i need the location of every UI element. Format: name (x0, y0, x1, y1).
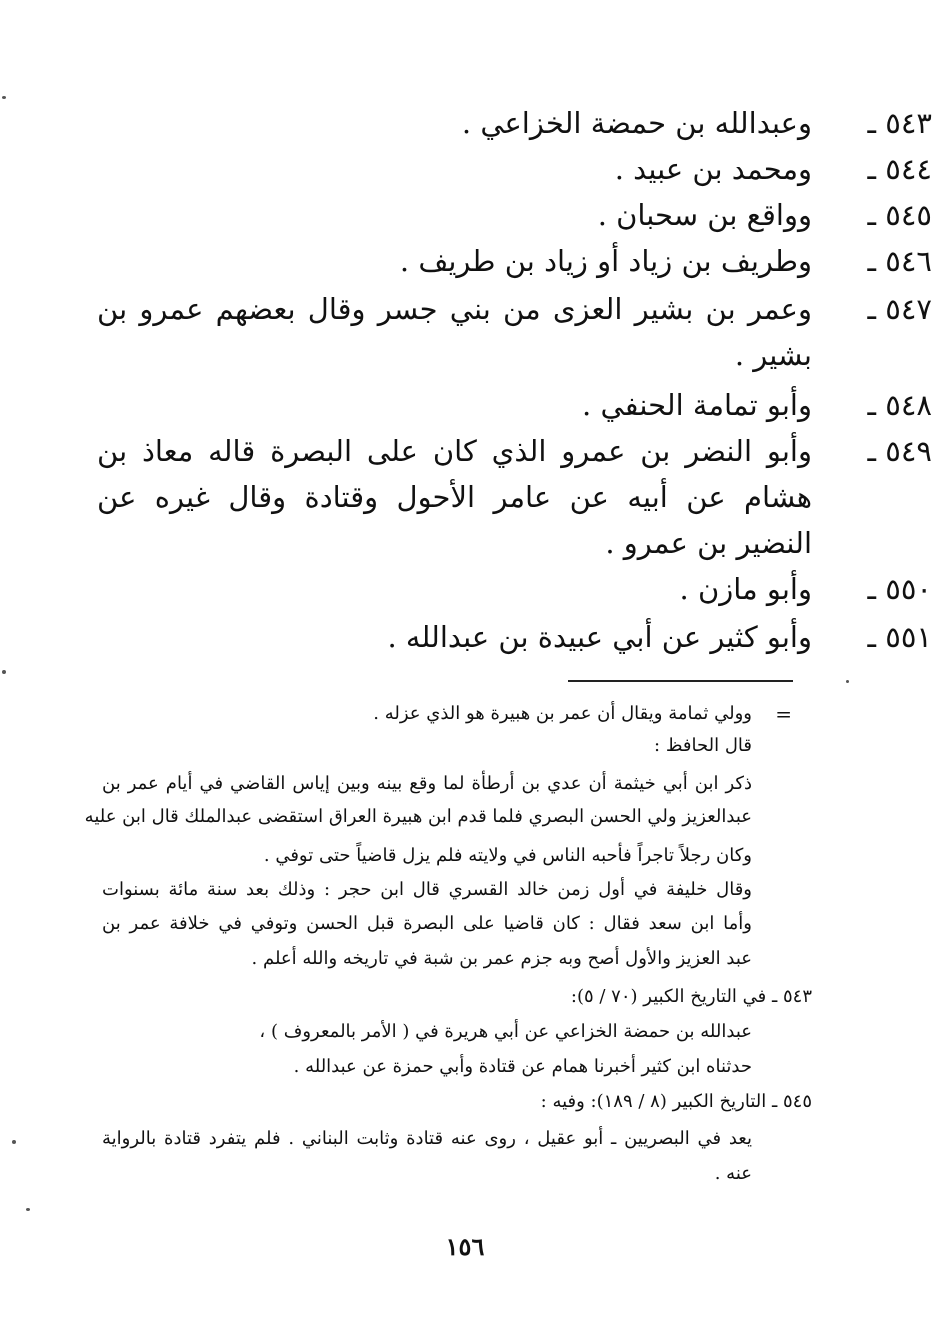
entry-number: ٥٥٠ ـ (867, 572, 932, 606)
entry-number: ٥٤٨ ـ (867, 388, 932, 422)
entry-number: ٥٤٩ ـ (867, 434, 932, 468)
scan-speck (26, 1208, 30, 1211)
entry-543 (97, 100, 932, 146)
footnote-line: عبد العزيز والأول أصح وبه جزم عمر بن شبة في تاريخه والله أعلم . (251, 948, 752, 969)
entry-number: ٥٤٤ ـ (867, 152, 932, 186)
footnote-line: وقال خليفة في أول زمن خالد القسري قال ابن حجر : وذلك بعد سنة مائة بسنوات (102, 879, 752, 900)
entry-number: ٥٤٦ ـ (867, 244, 932, 278)
entry-text: وأبو النضر بن عمرو الذي كان على البصرة قاله معاذ بن هشام عن أبيه عن عامر الأحول وقتادة وقال غيره عن النضير بن عمرو . (97, 434, 812, 560)
entry-text: ومحمد بن عبيد . (614, 152, 812, 186)
footnote-543-line: حدثناه ابن كثير أخبرنا همام عن قتادة وأبي حمزة عن عبدالله . (293, 1056, 752, 1077)
entry-number: ٥٤٣ ـ (867, 106, 932, 140)
footnote-line: وكان رجلاً تاجراً فأحبه الناس في ولايته فلم يزل قاضياً حتى توفي . (263, 845, 752, 866)
entry-number: ٥٤٧ ـ (867, 292, 932, 326)
footnote-divider (568, 680, 793, 682)
entry-number: ٥٥١ ـ (867, 620, 932, 654)
entry-number: ٥٤٥ ـ (867, 198, 932, 232)
footnote-line: عبدالعزيز ولي الحسن البصري فلما قدم ابن هبيرة العراق استقضى عبدالملك قال ابن عليه (84, 806, 752, 827)
entry-551 (97, 614, 932, 660)
entry-text: وأبو تمامة الحنفي . (582, 388, 812, 422)
scan-speck (2, 96, 6, 99)
scan-speck (846, 680, 849, 683)
footnote-545-line: يعد في البصريين ـ أبو عقيل ، روى عنه قتادة وثابت البناني . فلم يتفرد قتادة بالرواية (102, 1128, 752, 1149)
entry-text: وطريف بن زياد أو زياد بن طريف . (399, 244, 812, 278)
footnote-545-head: ٥٤٥ ـ التاريخ الكبير (٨ / ١٨٩): وفيه : (540, 1091, 812, 1112)
page-number: ١٥٦ (445, 1232, 485, 1261)
continuation-mark: = (775, 702, 792, 726)
entry-549 (97, 428, 932, 566)
entry-text: وعبدالله بن حمضة الخزاعي . (461, 106, 812, 140)
entry-545 (97, 192, 932, 238)
footnote-line: وولي ثمامة ويقال أن عمر بن هبيرة هو الذي عزله . (373, 703, 752, 724)
entry-text: وعمر بن بشير العزى من بني جسر وقال بعضهم عمرو بن بشير . (97, 292, 812, 372)
footnote-line: وأما ابن سعد فقال : كان قاضيا على البصرة قبل الحسن وتوفي في خلافة عمر بن (102, 913, 752, 934)
entry-text: وأبو مازن . (679, 572, 812, 606)
entry-546 (97, 238, 932, 284)
footnote-543-head: ٥٤٣ ـ في التاريخ الكبير (٧٠ / ٥): (570, 986, 812, 1007)
entry-text: وواقع بن سحبان . (597, 198, 812, 232)
entry-547 (97, 286, 932, 378)
entry-550 (97, 566, 932, 612)
footnote-line: ذكر ابن أبي خيثمة أن عدي بن أرطأة لما وقع بينه وبين إياس القاضي في أيام عمر بن (102, 773, 752, 794)
scan-speck (2, 670, 6, 674)
footnote-545-line: عنه . (714, 1163, 752, 1184)
footnote-line: قال الحافظ : (654, 735, 752, 756)
entry-544 (97, 146, 932, 192)
scan-speck (12, 1140, 16, 1144)
entry-548 (97, 382, 932, 428)
entry-text: وأبو كثير عن أبي عبيدة بن عبدالله . (387, 620, 812, 654)
footnote-543-line: عبدالله بن حمضة الخزاعي عن أبي هريرة في ( الأمر بالمعروف ) ، (259, 1021, 752, 1042)
